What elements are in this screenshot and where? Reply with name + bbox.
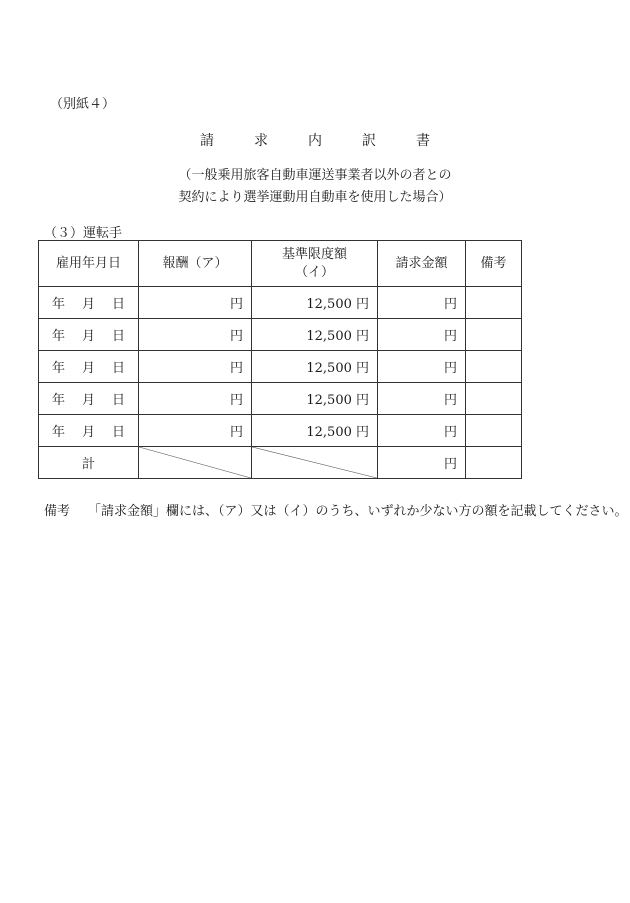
table-row	[39, 319, 522, 351]
date-day: 日	[111, 425, 125, 440]
header-claim: 請求金額	[378, 241, 466, 287]
total-remarks-cell[interactable]	[466, 447, 522, 479]
total-label: 計	[39, 447, 139, 479]
claim-table	[38, 240, 522, 479]
remarks-cell[interactable]	[466, 415, 522, 447]
reward-cell[interactable]: 円	[139, 383, 252, 415]
title-char: 内	[308, 133, 322, 149]
date-year: 年	[51, 361, 65, 376]
date-month: 月	[81, 425, 95, 440]
table-row	[39, 287, 522, 319]
date-year: 年	[51, 297, 65, 312]
limit-cell: 12,500 円	[252, 415, 378, 447]
limit-cell: 12,500 円	[252, 319, 378, 351]
reward-cell[interactable]: 円	[139, 415, 252, 447]
note-text: 「請求金額」欄には、（ア）又は（イ）のうち、いずれか少ない方の額を記載してください。	[88, 504, 628, 519]
note-label: 備考	[44, 504, 71, 519]
date-year: 年	[51, 425, 65, 440]
attachment-label: （別紙４）	[50, 97, 116, 112]
remarks-note	[44, 500, 628, 519]
subtitle-line-2: 契約により選挙運動用自動車を使用した場合）	[178, 190, 452, 205]
total-reward-blank	[139, 447, 252, 479]
table-row	[39, 383, 522, 415]
date-day: 日	[111, 393, 125, 408]
date-day: 日	[111, 361, 125, 376]
date-cell[interactable]	[39, 319, 139, 351]
claim-cell[interactable]: 円	[378, 383, 466, 415]
title-char: 請	[200, 133, 214, 149]
limit-cell: 12,500 円	[252, 351, 378, 383]
total-limit-blank	[252, 447, 378, 479]
date-cell[interactable]	[39, 415, 139, 447]
title-char: 求	[254, 133, 268, 149]
header-reward: 報酬（ア）	[139, 241, 252, 287]
date-month: 月	[81, 329, 95, 344]
subtitle	[0, 165, 630, 209]
diagonal-slash	[139, 447, 251, 478]
table-row	[39, 415, 522, 447]
table-row	[39, 351, 522, 383]
date-year: 年	[51, 329, 65, 344]
claim-cell[interactable]: 円	[378, 415, 466, 447]
section-heading: （３）運転手	[44, 226, 123, 241]
claim-cell[interactable]: 円	[378, 287, 466, 319]
claim-cell[interactable]: 円	[378, 351, 466, 383]
header-limit-line1: 基準限度額	[281, 246, 347, 262]
reward-cell[interactable]: 円	[139, 287, 252, 319]
limit-cell: 12,500 円	[252, 287, 378, 319]
diagonal-slash	[252, 447, 377, 478]
date-month: 月	[81, 393, 95, 408]
date-year: 年	[51, 393, 65, 408]
reward-cell[interactable]: 円	[139, 319, 252, 351]
claim-cell[interactable]: 円	[378, 319, 466, 351]
header-limit-line2: （イ）	[294, 264, 334, 280]
total-claim-cell[interactable]: 円	[378, 447, 466, 479]
remarks-cell[interactable]	[466, 383, 522, 415]
subtitle-line-1: （一般乗用旅客自動車運送事業者以外の者との	[178, 168, 452, 183]
remarks-cell[interactable]	[466, 287, 522, 319]
header-limit	[252, 241, 378, 287]
date-cell[interactable]	[39, 287, 139, 319]
date-day: 日	[111, 297, 125, 312]
header-remarks: 備考	[466, 241, 522, 287]
date-cell[interactable]	[39, 351, 139, 383]
date-day: 日	[111, 329, 125, 344]
limit-cell: 12,500 円	[252, 383, 378, 415]
title-char: 書	[416, 133, 430, 149]
remarks-cell[interactable]	[466, 351, 522, 383]
header-date: 雇用年月日	[39, 241, 139, 287]
date-month: 月	[81, 297, 95, 312]
reward-cell[interactable]: 円	[139, 351, 252, 383]
header-row	[39, 241, 522, 287]
remarks-cell[interactable]	[466, 319, 522, 351]
title-char: 訳	[362, 133, 376, 149]
date-cell[interactable]	[39, 383, 139, 415]
page-title	[0, 130, 630, 150]
total-row	[39, 447, 522, 479]
date-month: 月	[81, 361, 95, 376]
